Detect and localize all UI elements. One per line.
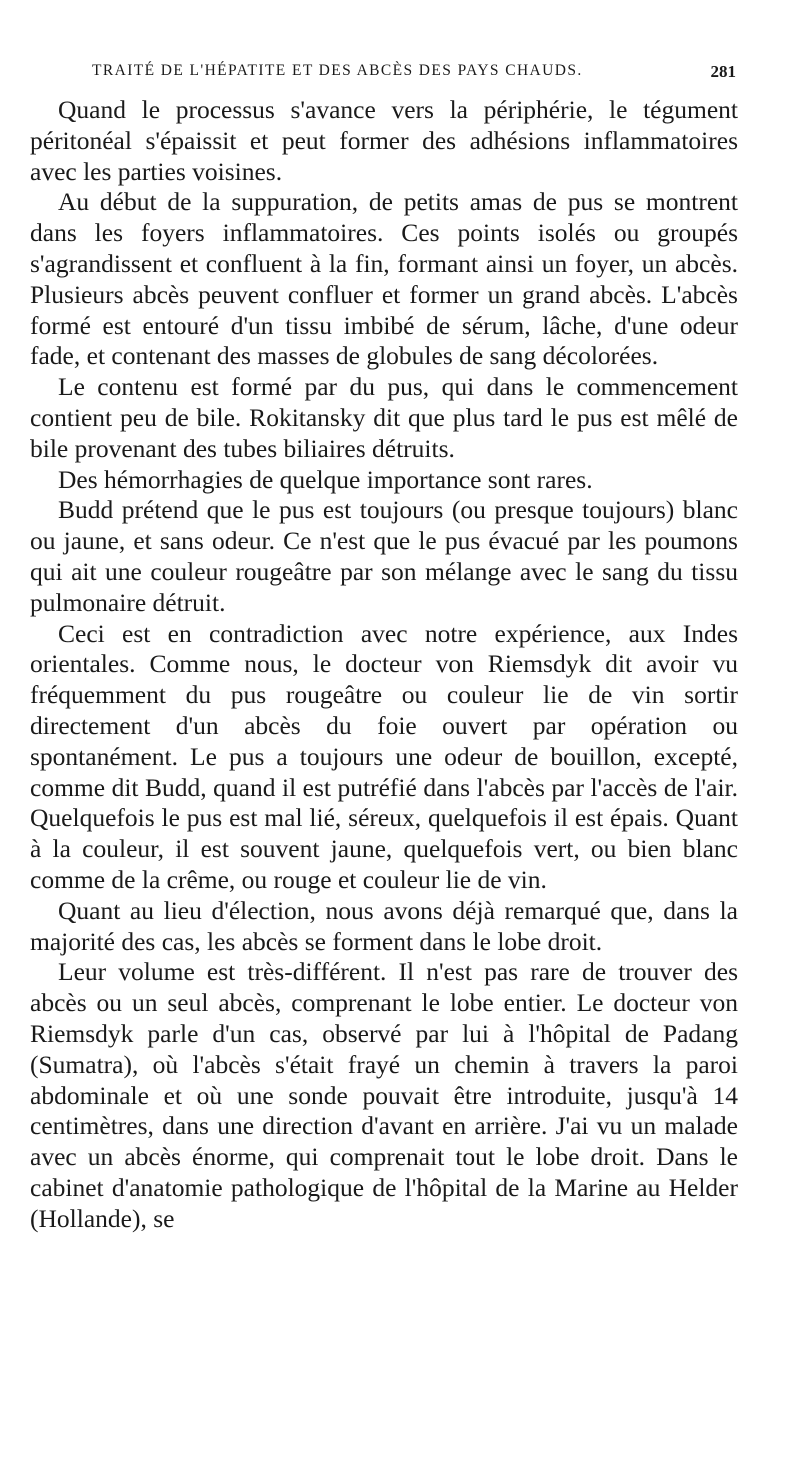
paragraph: Au début de la suppuration, de petits amas de pus se montrent dans les foyers inflammatoires. Ces points isolés ou groupés s'agrandissent et confluent à la fin, formant ainsi un foyer, un abcès. Plusieurs abcès peuvent confluer et former un grand abcès. L'abcès formé est entouré d'un tissu imbibé de sérum, lâche, d'une odeur fade, et contenant des masses de globules de sang décolorées. xyxy=(30,187,738,371)
paragraph: Ceci est en contradiction avec notre expérience, aux Indes orientales. Comme nous, le docteur von Riemsdyk dit avoir vu fréquemment du pus rougeâtre ou couleur lie de vin sortir directement d'un abcès du foie ouvert par opération ou spontanément. Le pus a toujours une odeur de bouillon, excepté, comme dit Budd, quand il est putréfié dans l'abcès par l'accès de l'air. Quelquefois le pus est mal lié, séreux, quelquefois il est épais. Quant à la couleur, il est souvent jaune, quelquefois vert, ou bien blanc comme de la crême, ou rouge et couleur lie de vin. xyxy=(30,618,738,894)
running-title: TRAITÉ DE L'HÉPATITE ET DES ABCÈS DES PAYS CHAUDS. xyxy=(92,62,583,79)
paragraph: Quand le processus s'avance vers la périphérie, le tégument péritonéal s'épaissit et peut former des adhésions inflammatoires avec les parties voisines. xyxy=(30,95,738,186)
paragraph: Des hémorrhagies de quelque importance sont rares. xyxy=(58,464,593,494)
page-header xyxy=(86,62,736,86)
body-text xyxy=(30,95,738,1234)
page-number: 281 xyxy=(710,62,736,81)
paragraph: Le contenu est formé par du pus, qui dans le commencement contient peu de bile. Rokitansky dit que plus tard le pus est mêlé de bile provenant des tubes biliaires détruits. xyxy=(30,372,738,463)
paragraph: Quant au lieu d'élection, nous avons déjà remarqué que, dans la majorité des cas, les abcès se forment dans le lobe droit. xyxy=(30,895,738,956)
paragraph: Budd prétend que le pus est toujours (ou presque toujours) blanc ou jaune, et sans odeur. Ce n'est que le pus évacué par les poumons qui ait une couleur rougeâtre par son mélange avec le sang du tissu pulmonaire détruit. xyxy=(30,495,738,617)
paragraph: Leur volume est très-différent. Il n'est pas rare de trouver des abcès ou un seul abcès, comprenant le lobe entier. Le docteur von Riemsdyk parle d'un cas, observé par lui à l'hôpital de Padang (Sumatra), où l'abcès s'était frayé un chemin à travers la paroi abdominale et où une sonde pouvait être introduite, jusqu'à 14 centimètres, dans une direction d'avant en arrière. J'ai vu un malade avec un abcès énorme, qui comprenait tout le lobe droit. Dans le cabinet d'anatomie pathologique de l'hôpital de la Marine au Helder (Hollande), se xyxy=(30,957,738,1233)
